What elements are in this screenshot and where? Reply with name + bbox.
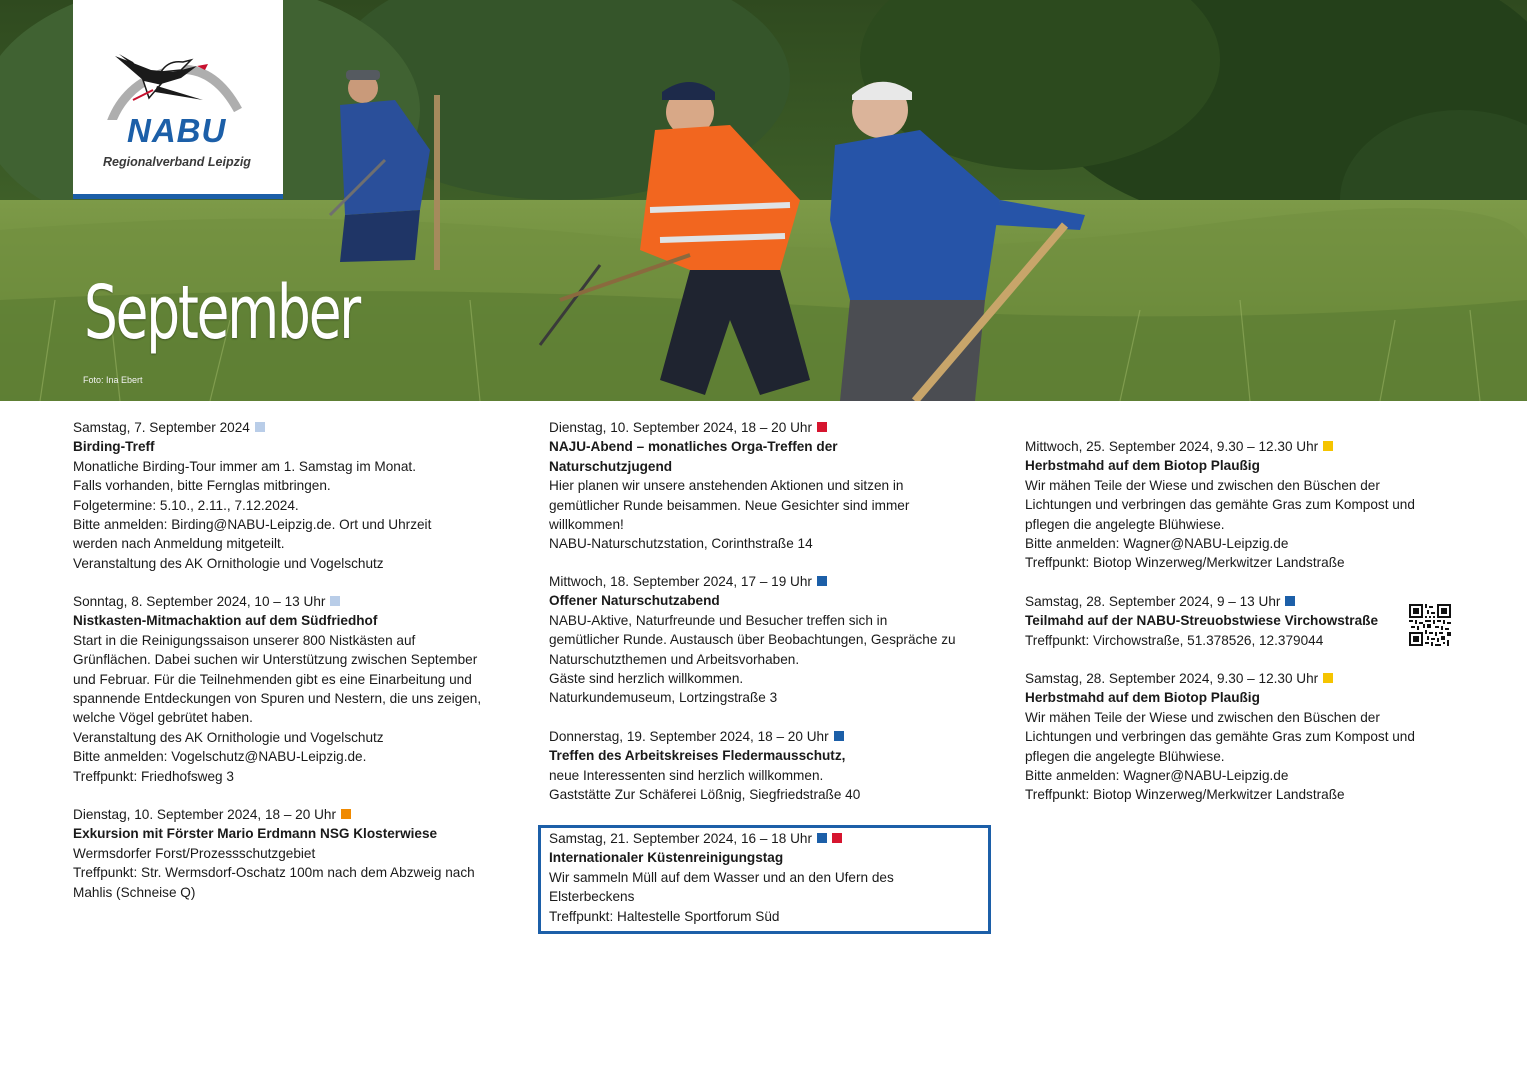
event-text: Bitte anmelden: Wagner@NABU-Leipzig.de xyxy=(1025,536,1289,552)
event-text: Bitte anmelden: Vogelschutz@NABU-Leipzig.de. xyxy=(73,749,367,765)
event-text: Naturkundemuseum, Lortzingstraße 3 xyxy=(549,690,778,706)
event-date: Mittwoch, 25. September 2024, 9.30 – 12.30 Uhr xyxy=(1025,437,1465,456)
event-text: Treffpunkt: Str. Wermsdorf-Oschatz 100m nach dem Abzweig nach xyxy=(73,865,475,881)
event-text: Treffpunkt: Virchowstraße, 51.378526, 12.379044 xyxy=(1025,632,1324,648)
event-title: Teilmahd auf der NABU-Streuobstwiese Virchowstraße xyxy=(1025,613,1379,629)
event-date: Donnerstag, 19. September 2024, 18 – 20 Uhr xyxy=(549,727,989,746)
category-marker xyxy=(834,731,844,741)
stork-icon xyxy=(73,0,283,120)
event-title: NAJU-Abend – monatliches Orga-Treffen der xyxy=(549,439,838,455)
category-marker xyxy=(817,576,827,586)
event-title: Treffen des Arbeitskreises Fledermausschutz, xyxy=(549,748,846,764)
event-date: Dienstag, 10. September 2024, 18 – 20 Uhr xyxy=(549,418,989,437)
event-title: Nistkasten-Mitmachaktion auf dem Südfriedhof xyxy=(73,613,378,629)
event-date: Samstag, 21. September 2024, 16 – 18 Uhr xyxy=(549,829,989,848)
event-title: Offener Naturschutzabend xyxy=(549,593,720,609)
highlight-frame xyxy=(538,825,991,934)
event-text: Monatliche Birding-Tour immer am 1. Samstag im Monat. xyxy=(73,458,416,474)
logo-name: NABU xyxy=(127,112,227,149)
event-date: Samstag, 28. September 2024, 9.30 – 12.30 Uhr xyxy=(1025,669,1465,688)
event-title: Naturschutzjugend xyxy=(549,458,673,474)
event-exkursion-klosterwiese xyxy=(73,805,513,902)
category-marker xyxy=(817,422,827,432)
event-naturschutzabend xyxy=(549,572,989,708)
event-title: Birding-Treff xyxy=(73,439,155,455)
event-text: Wir mähen Teile der Wiese und zwischen den Büschen der xyxy=(1025,709,1380,725)
event-text: Treffpunkt: Friedhofsweg 3 xyxy=(73,768,234,784)
event-text: Falls vorhanden, bitte Fernglas mitbringen. xyxy=(73,478,331,494)
event-naju-abend xyxy=(549,418,989,554)
event-text: Start in die Reinigungssaison unserer 800 Nistkästen auf xyxy=(73,632,416,648)
event-text: Folgetermine: 5.10., 2.11., 7.12.2024. xyxy=(73,497,299,513)
event-title: Internationaler Küstenreinigungstag xyxy=(549,850,784,866)
event-text: pflegen die angelegte Blühwiese. xyxy=(1025,516,1225,532)
nabu-logo[interactable] xyxy=(73,0,283,199)
event-text: welche Vögel gebrütet haben. xyxy=(73,710,253,726)
event-text: neue Interessenten sind herzlich willkommen. xyxy=(549,767,824,783)
event-text: Treffpunkt: Haltestelle Sportforum Süd xyxy=(549,908,780,924)
event-herbstmahd-2 xyxy=(1025,669,1465,805)
event-text: Mahlis (Schneise Q) xyxy=(73,884,196,900)
event-text: werden nach Anmeldung mitgeteilt. xyxy=(73,536,285,552)
event-text: Treffpunkt: Biotop Winzerweg/Merkwitzer Landstraße xyxy=(1025,555,1345,571)
event-text: Naturschutzthemen und Arbeitsvorhaben. xyxy=(549,651,800,667)
event-text: Bitte anmelden: Wagner@NABU-Leipzig.de xyxy=(1025,768,1289,784)
event-title: Exkursion mit Förster Mario Erdmann NSG Klosterwiese xyxy=(73,826,438,842)
event-text: Grünflächen. Dabei suchen wir Unterstützung zwischen September xyxy=(73,652,478,668)
category-marker xyxy=(255,422,265,432)
event-date: Samstag, 7. September 2024 xyxy=(73,418,513,437)
event-text: Wermsdorfer Forst/Prozessschutzgebiet xyxy=(73,845,316,861)
event-text: Bitte anmelden: Birding@NABU-Leipzig.de. Ort und Uhrzeit xyxy=(73,517,432,533)
event-herbstmahd-1 xyxy=(1025,437,1465,573)
category-marker xyxy=(1323,673,1333,683)
logo-bar xyxy=(73,194,283,199)
event-text: Hier planen wir unsere anstehenden Aktionen und sitzen in xyxy=(549,478,904,494)
event-text: und Februar. Für die Teilnehmenden gibt es eine Einarbeitung und xyxy=(73,671,472,687)
event-title: Herbstmahd auf dem Biotop Plaußig xyxy=(1025,458,1260,474)
event-birding-treff xyxy=(73,418,513,573)
qr-code-icon[interactable] xyxy=(1409,604,1451,646)
event-date: Sonntag, 8. September 2024, 10 – 13 Uhr xyxy=(73,592,513,611)
photo-credit: Foto: Ina Ebert xyxy=(83,375,143,385)
event-text: willkommen! xyxy=(549,517,624,533)
event-date: Mittwoch, 18. September 2024, 17 – 19 Uhr xyxy=(549,572,989,591)
event-text: NABU-Aktive, Naturfreunde und Besucher treffen sich in xyxy=(549,612,888,628)
event-text: Gäste sind herzlich willkommen. xyxy=(549,671,744,687)
event-teilmahd-streuobstwiese xyxy=(1025,592,1465,650)
category-marker xyxy=(1285,596,1295,606)
event-title: Herbstmahd auf dem Biotop Plaußig xyxy=(1025,690,1260,706)
category-marker xyxy=(1323,441,1333,451)
event-text: gemütlicher Runde. Austausch über Beobachtungen, Gespräche zu xyxy=(549,632,956,648)
event-text: NABU-Naturschutzstation, Corinthstraße 14 xyxy=(549,536,813,552)
event-nistkasten xyxy=(73,592,513,786)
event-text: Veranstaltung des AK Ornithologie und Vogelschutz xyxy=(73,555,384,571)
event-fledermausschutz xyxy=(549,727,989,805)
event-date: Dienstag, 10. September 2024, 18 – 20 Uhr xyxy=(73,805,513,824)
logo-subtitle: Regionalverband Leipzig xyxy=(103,155,251,169)
event-text: Wir mähen Teile der Wiese und zwischen den Büschen der xyxy=(1025,477,1380,493)
event-text: Wir sammeln Müll auf dem Wasser und an den Ufern des xyxy=(549,869,894,885)
event-text: Lichtungen und verbringen das gemähte Gras zum Kompost und xyxy=(1025,497,1415,513)
event-text: Elsterbeckens xyxy=(549,889,635,905)
event-text: Gaststätte Zur Schäferei Lößnig, Siegfriedstraße 40 xyxy=(549,787,861,803)
event-text: Treffpunkt: Biotop Winzerweg/Merkwitzer Landstraße xyxy=(1025,787,1345,803)
event-text: spannende Entdeckungen von Spuren und Nestern, die uns zeigen, xyxy=(73,691,482,707)
month-title: September xyxy=(84,270,360,356)
category-marker xyxy=(341,809,351,819)
event-text: pflegen die angelegte Blühwiese. xyxy=(1025,748,1225,764)
event-text: Lichtungen und verbringen das gemähte Gras zum Kompost und xyxy=(1025,729,1415,745)
event-text: gemütlicher Runde beisammen. Neue Gesichter sind immer xyxy=(549,497,910,513)
event-date: Samstag, 28. September 2024, 9 – 13 Uhr xyxy=(1025,592,1465,611)
event-text: Veranstaltung des AK Ornithologie und Vogelschutz xyxy=(73,729,384,745)
category-marker xyxy=(330,596,340,606)
